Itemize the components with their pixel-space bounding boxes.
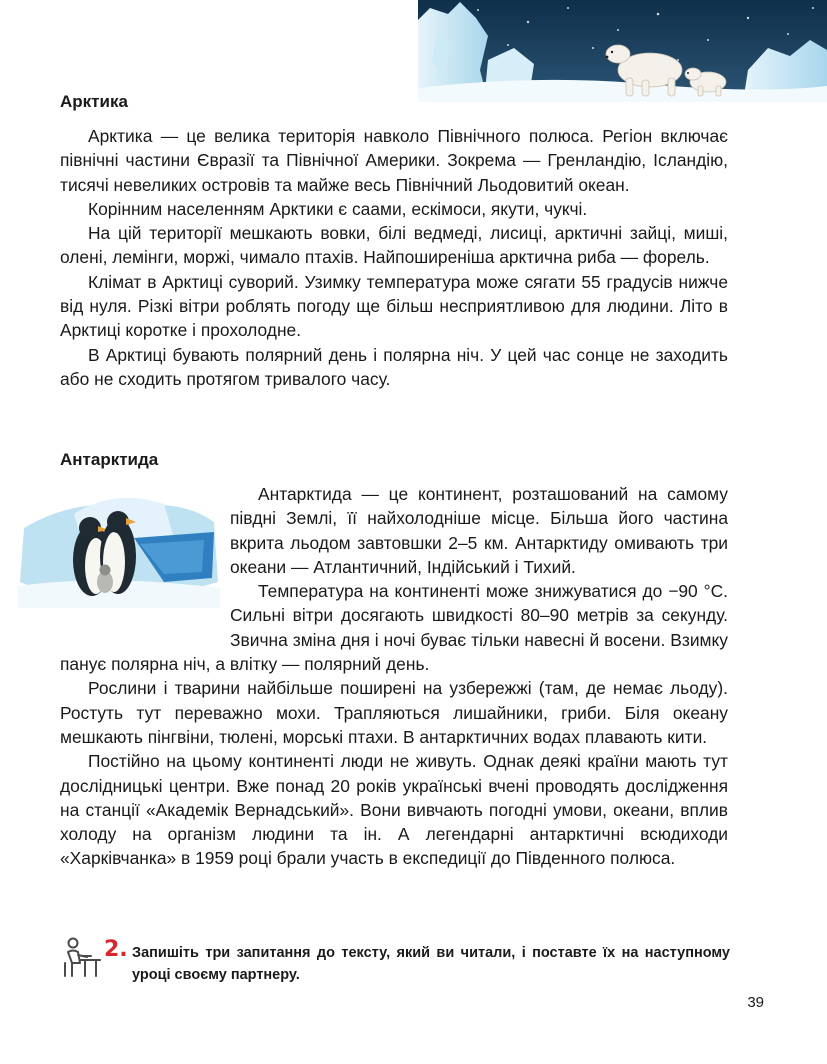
antarctica-heading: Антарктида bbox=[60, 450, 159, 469]
arctic-paragraph: Клімат в Арктиці суворий. Узимку температура може сягати 55 градусів нижче від нуля. Різкі вітри роблять погоду ще більш несприятливою для людини. Літо в Арктиці коротке і прохолодне. bbox=[60, 271, 728, 341]
antarctica-text bbox=[60, 482, 728, 871]
arctic-polar-bears-illustration bbox=[418, 0, 827, 102]
antarctica-paragraph: Постійно на цьому континенті люди не живуть. Однак деякі країни мають тут дослідницькі центри. Вже понад 20 років українські вчені проводять дослідження на станції «Академік Вернадський». Вони вивчають погодні умови, океани, вплив холоду на організм людини та ін. А легендарні антарктичні всюдиходи «Харківчанка» в 1959 році брали участь в експедиції до Південного полюса. bbox=[60, 751, 728, 869]
student-at-desk-icon bbox=[60, 936, 102, 978]
arctic-paragraph: На цій території мешкають вовки, білі ведмеді, лисиці, арктичні зайці, миші, олені, лемінги, моржі, чимало птахів. Найпоширеніша арктична риба — форель. bbox=[60, 223, 728, 268]
arctic-paragraph: В Арктиці бувають полярний день і полярна ніч. У цей час сонце не заходить або не сходить протягом тривалого часу. bbox=[60, 344, 728, 389]
task-text: Запишіть три запитання до тексту, який ви читали, і поставте їх на наступному уроці своєму партнеру. bbox=[132, 945, 730, 983]
arctic-paragraph: Арктика — це велика територія навколо Північного полюса. Регіон включає північні частини Євразії та Північної Америки. Зокрема — Гренландію, Ісландію, тисячі невеликих островів та майже весь Північний Льодовитий океан. bbox=[60, 126, 728, 195]
arctic-heading: Арктика bbox=[60, 92, 128, 111]
illustration-wrap-space bbox=[60, 482, 230, 652]
antarctica-intro: Антарктида — це континент, розташований на самому півдні Землі, її найхолодніше місце. Більша його частина вкрита льодом завтовшки 2–5 км. Антарктиду омивають три океани — Атлантичний, Індійський і Тихий. bbox=[230, 484, 728, 577]
arctic-paragraph: Корінним населенням Арктики є саами, ескімоси, якути, чукчі. bbox=[88, 198, 588, 219]
page-number: 39 bbox=[747, 994, 764, 1011]
arctic-text bbox=[60, 124, 728, 391]
task-number: 2. bbox=[104, 937, 128, 962]
antarctica-paragraph: Температура на континенті може знижуватися до −90 °С. Сильні вітри досягають швидкості 80–90 метрів за секунду. Звична зміна дня і ночі буває тільки навесні й восени. Взимку панує полярна ніч, а влітку — полярний день. bbox=[60, 581, 728, 675]
antarctica-paragraph: Рослини і тварини найбільше поширені на узбережжі (там, де немає льоду). Ростуть тут переважно мохи. Трапляються лишайники, гриби. Біля океану мешкають пінгвіни, тюлені, морські птахи. В антарктичних водах плавають кити. bbox=[60, 678, 728, 747]
